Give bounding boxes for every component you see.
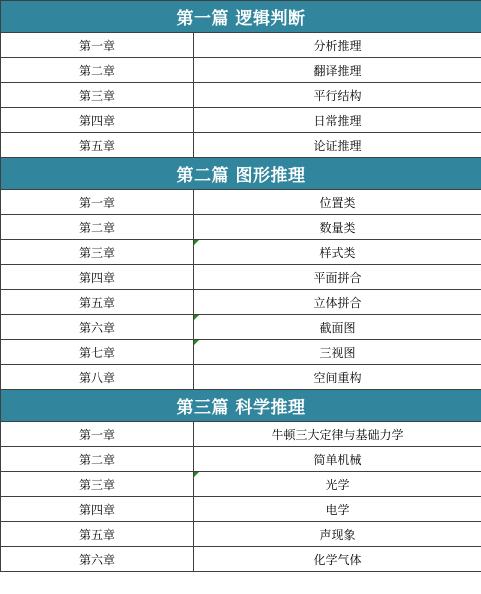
chapter-cell[interactable]: 第四章 — [1, 497, 194, 522]
topic-cell[interactable] — [194, 133, 481, 158]
topic-cell[interactable] — [194, 522, 481, 547]
chapter-cell[interactable]: 第二章 — [1, 58, 194, 83]
topic-label: 日常推理 — [313, 113, 362, 128]
table-row — [1, 83, 481, 108]
topic-cell[interactable] — [194, 265, 481, 290]
chapter-cell[interactable]: 第三章 — [1, 240, 194, 265]
topic-cell[interactable] — [194, 33, 481, 58]
table-row — [1, 290, 481, 315]
chapter-cell[interactable]: 第七章 — [1, 340, 194, 365]
cell-comment-indicator[interactable] — [194, 340, 199, 345]
cell-comment-indicator[interactable] — [194, 315, 199, 320]
topic-cell[interactable] — [194, 215, 481, 240]
topic-cell[interactable] — [194, 497, 481, 522]
table-row — [1, 215, 481, 240]
topic-label: 电学 — [325, 502, 350, 517]
topic-label: 简单机械 — [313, 452, 362, 467]
topic-cell[interactable] — [194, 58, 481, 83]
table-row — [1, 422, 481, 447]
chapter-cell[interactable]: 第三章 — [1, 472, 194, 497]
table-row — [1, 472, 481, 497]
section-title[interactable]: 第一篇 逻辑判断 — [1, 1, 481, 33]
chapter-cell[interactable]: 第一章 — [1, 33, 194, 58]
table-row — [1, 315, 481, 340]
table-row — [1, 365, 481, 390]
topic-label: 分析推理 — [313, 38, 362, 53]
topic-label: 平面拼合 — [313, 270, 362, 285]
table-row — [1, 133, 481, 158]
topic-label: 光学 — [325, 477, 350, 492]
topic-cell[interactable] — [194, 472, 481, 497]
section-header — [1, 1, 481, 33]
chapter-cell[interactable]: 第五章 — [1, 133, 194, 158]
topic-cell[interactable] — [194, 108, 481, 133]
topic-cell[interactable] — [194, 422, 481, 447]
chapter-cell[interactable]: 第二章 — [1, 215, 194, 240]
topic-label: 数量类 — [319, 220, 356, 235]
section-title[interactable]: 第三篇 科学推理 — [1, 390, 481, 422]
cell-comment-indicator[interactable] — [194, 240, 199, 245]
table-row — [1, 497, 481, 522]
table-row — [1, 190, 481, 215]
section-header — [1, 158, 481, 190]
topic-label: 翻译推理 — [313, 63, 362, 78]
topic-cell[interactable] — [194, 547, 481, 572]
topic-label: 空间重构 — [313, 370, 362, 385]
section-header — [1, 390, 481, 422]
topic-cell[interactable] — [194, 190, 481, 215]
topic-label: 样式类 — [319, 245, 356, 260]
topic-label: 牛顿三大定律与基础力学 — [271, 427, 404, 442]
topic-label: 三视图 — [319, 345, 356, 360]
chapter-cell[interactable]: 第五章 — [1, 522, 194, 547]
table-row — [1, 265, 481, 290]
chapter-cell[interactable]: 第二章 — [1, 447, 194, 472]
table-row — [1, 108, 481, 133]
topic-cell[interactable] — [194, 315, 481, 340]
table-row — [1, 522, 481, 547]
topic-label: 声现象 — [319, 527, 356, 542]
topic-cell[interactable] — [194, 340, 481, 365]
topic-cell[interactable] — [194, 83, 481, 108]
table-row — [1, 547, 481, 572]
topic-label: 化学气体 — [313, 552, 362, 567]
table-row — [1, 340, 481, 365]
topic-label: 平行结构 — [313, 88, 362, 103]
chapter-cell[interactable]: 第一章 — [1, 422, 194, 447]
chapter-cell[interactable]: 第四章 — [1, 108, 194, 133]
outline-table-body — [1, 1, 481, 572]
topic-label: 论证推理 — [313, 138, 362, 153]
topic-cell[interactable] — [194, 290, 481, 315]
topic-label: 位置类 — [319, 195, 356, 210]
table-row — [1, 33, 481, 58]
section-title[interactable]: 第二篇 图形推理 — [1, 158, 481, 190]
topic-cell[interactable] — [194, 240, 481, 265]
chapter-cell[interactable]: 第六章 — [1, 547, 194, 572]
chapter-cell[interactable]: 第三章 — [1, 83, 194, 108]
table-row — [1, 240, 481, 265]
chapter-cell[interactable]: 第八章 — [1, 365, 194, 390]
table-row — [1, 447, 481, 472]
topic-cell[interactable] — [194, 447, 481, 472]
chapter-cell[interactable]: 第四章 — [1, 265, 194, 290]
chapter-cell[interactable]: 第六章 — [1, 315, 194, 340]
chapter-cell[interactable]: 第五章 — [1, 290, 194, 315]
topic-label: 立体拼合 — [313, 295, 362, 310]
cell-comment-indicator[interactable] — [194, 472, 199, 477]
topic-label: 截面图 — [319, 320, 356, 335]
chapter-cell[interactable]: 第一章 — [1, 190, 194, 215]
topic-cell[interactable] — [194, 365, 481, 390]
table-row — [1, 58, 481, 83]
